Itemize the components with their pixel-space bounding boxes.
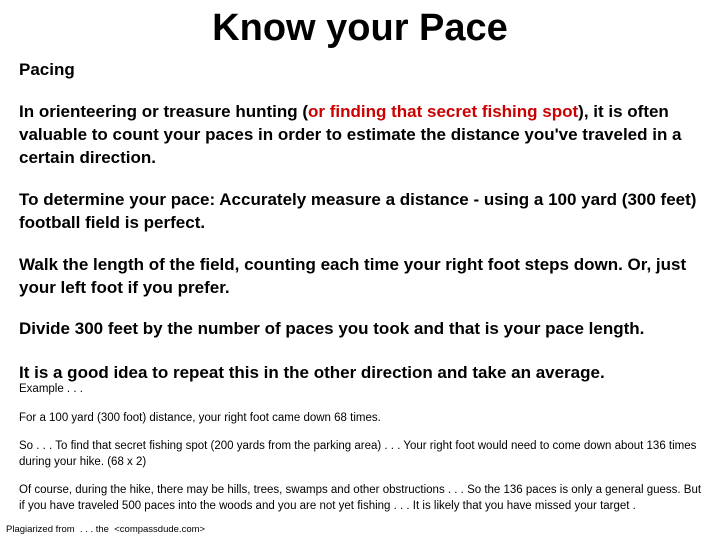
section-heading: Pacing (19, 60, 75, 79)
divide-paragraph: Divide 300 feet by the number of paces you took and that is your pace length. (19, 319, 645, 338)
intro-text-before: In orienteering or treasure hunting ( (19, 102, 309, 121)
intro-highlight-text: or finding that secret fishing spot (308, 102, 579, 121)
intro-paragraph (19, 100, 709, 169)
page-title: Know your Pace (212, 7, 508, 49)
repeat-paragraph: It is a good idea to repeat this in the other direction and take an average. (19, 363, 605, 382)
example-paragraph-3: Of course, during the hike, there may be hills, trees, swamps and other obstructions . . . So the 136 paces is only a general guess. But if you have traveled 500 paces into the woods and you are not yet fishing . . . It is likely that you have missed your target . (19, 484, 702, 512)
intro-text-after: ), it is often valuable to count your paces in order to estimate the distance you've traveled in a certain direction. (19, 102, 682, 167)
example-label: Example . . . (19, 383, 83, 395)
walk-paragraph: Walk the length of the field, counting each time your right foot steps down. Or, just your left foot if you prefer. (19, 255, 687, 297)
example-paragraph-1: For a 100 yard (300 foot) distance, your right foot came down 68 times. (19, 412, 381, 424)
measure-paragraph: To determine your pace: Accurately measure a distance - using a 100 yard (300 feet) football field is perfect. (19, 190, 697, 232)
footer-credit: Plagiarized from . . . the <compassdude.com> (6, 524, 206, 535)
example-paragraph-2: So . . . To find that secret fishing spot (200 yards from the parking area) . . . Your right foot would need to come down about 136 times during your hike. (68 x 2) (19, 440, 697, 468)
